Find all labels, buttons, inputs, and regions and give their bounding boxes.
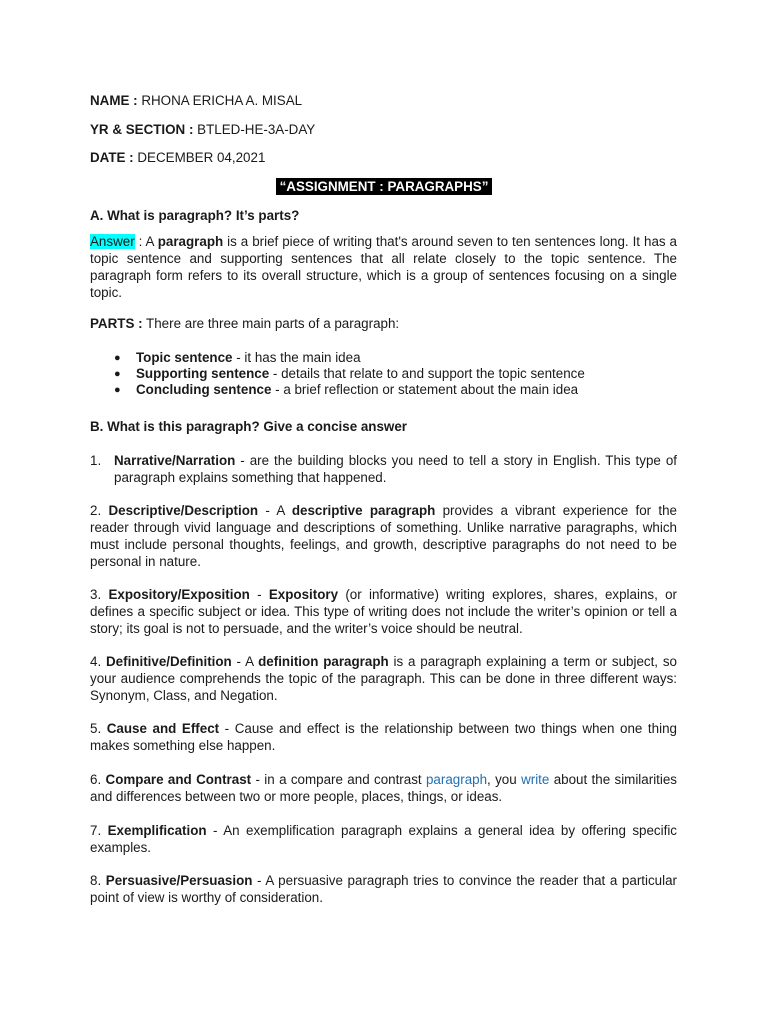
list-item <box>90 452 677 486</box>
item-term: Descriptive/Description <box>108 503 259 518</box>
answer-label: Answer <box>90 234 135 249</box>
item-body: - are the building blocks you need to tell a story in English. This type of paragraph explains something that happened. <box>114 453 677 485</box>
list-item <box>114 366 585 382</box>
item-body: - An exemplification paragraph explains a general idea by offering specific examples. <box>90 823 677 855</box>
page-title: “ASSIGNMENT : PARAGRAPHS” <box>276 178 493 195</box>
answer-text: is a brief piece of writing that's around seven to ten sentences long. It has a topic sentence and supporting sentences that all relate closely to the topic sentence. The paragraph form refers to its overall structure, which is a group of sentences focusing on a single topic. <box>90 234 677 300</box>
item-text <box>114 452 677 486</box>
name-line <box>90 92 302 109</box>
bullet-icon: ● <box>114 352 121 364</box>
item-term: Cause and Effect <box>106 721 220 736</box>
item-number: 2. <box>90 503 102 518</box>
parts-text: There are three main parts of a paragraph: <box>142 316 400 331</box>
list-item <box>90 720 677 754</box>
item-number: 5. <box>90 721 102 736</box>
item-body: - A persuasive paragraph tries to convince the reader that a particular point of view is worthy of consideration. <box>90 873 677 905</box>
answer-paragraph <box>90 233 677 301</box>
section-b-heading: B. What is this paragraph? Give a concise answer <box>90 419 408 434</box>
answer-bold-term: paragraph <box>157 234 224 249</box>
item-body: , you <box>487 772 522 787</box>
parts-line <box>90 315 399 332</box>
answer-sep: : A <box>134 234 158 249</box>
item-body: is a paragraph explaining a term or subject, so your audience comprehends the topic of the paragraph. This can be done in three different ways: Synonym, Class, and Negation. <box>90 654 677 703</box>
item-number: 1. <box>90 453 102 468</box>
item-body: about the similarities and differences between two or more people, places, things, or ideas. <box>90 772 678 804</box>
list-item <box>114 382 585 398</box>
section-a-heading: A. What is paragraph? It’s parts? <box>90 208 300 223</box>
item-number: 4. <box>90 654 102 669</box>
item-bold-term: descriptive paragraph <box>291 503 436 518</box>
section-label: YR & SECTION : <box>90 122 194 137</box>
title-wrap <box>0 178 768 195</box>
item-pre: - <box>249 587 269 602</box>
item-bold-term: Expository <box>268 587 339 602</box>
list-item <box>90 872 677 906</box>
date-value: DECEMBER 04,2021 <box>137 150 266 165</box>
name-value: RHONA ERICHA A. MISAL <box>141 93 303 108</box>
section-line <box>90 121 315 138</box>
item-body: - Cause and effect is the relationship between two things when one thing makes something else happen. <box>90 721 677 753</box>
item-number: 3. <box>90 587 102 602</box>
item-number: 6. <box>90 772 102 787</box>
item-term: Definitive/Definition <box>106 654 232 669</box>
list-item <box>90 653 677 704</box>
parts-list <box>114 350 585 398</box>
item-bold-term: definition paragraph <box>258 654 389 669</box>
parts-label: PARTS : <box>90 316 143 331</box>
part-desc: - it has the main idea <box>232 350 361 365</box>
item-term: Compare and Contrast <box>105 772 252 787</box>
item-term: Persuasive/Persuasion <box>105 873 253 888</box>
paragraph-link[interactable]: paragraph <box>425 772 488 787</box>
list-item <box>90 586 677 637</box>
item-body: - in a compare and contrast <box>251 772 426 787</box>
part-desc: - details that relate to and support the topic sentence <box>269 366 585 381</box>
name-label: NAME : <box>90 93 138 108</box>
item-pre: - A <box>258 503 292 518</box>
item-pre: - A <box>231 654 259 669</box>
write-link[interactable]: write <box>521 772 550 787</box>
date-line <box>90 149 265 166</box>
part-term: Topic sentence <box>136 350 233 365</box>
list-item <box>90 822 677 856</box>
part-term: Supporting sentence <box>136 366 270 381</box>
part-desc: - a brief reflection or statement about the main idea <box>271 382 579 397</box>
bullet-icon: ● <box>114 384 121 396</box>
item-term: Narrative/Narration <box>114 453 236 468</box>
list-item <box>114 350 585 366</box>
item-number: 8. <box>90 873 102 888</box>
item-number: 7. <box>90 823 102 838</box>
list-item <box>90 502 677 570</box>
part-term: Concluding sentence <box>136 382 272 397</box>
item-body: provides a vibrant experience for the reader through vivid language and descriptions of something. Unlike narrative paragraphs, which must include personal thoughts, feelings, and growth, descriptive paragraphs do not need to be personal in nature. <box>90 503 678 569</box>
item-body: (or informative) writing explores, shares, explains, or defines a specific subject or idea. This type of writing does not include the writer’s opinion or tell a story; its goal is not to persuade, and the writer’s voice should be neutral. <box>90 587 677 636</box>
list-item <box>90 771 677 805</box>
item-term: Exemplification <box>107 823 207 838</box>
bullet-icon: ● <box>114 368 121 380</box>
item-term: Expository/Exposition <box>108 587 250 602</box>
date-label: DATE : <box>90 150 134 165</box>
section-value: BTLED-HE-3A-DAY <box>197 122 316 137</box>
